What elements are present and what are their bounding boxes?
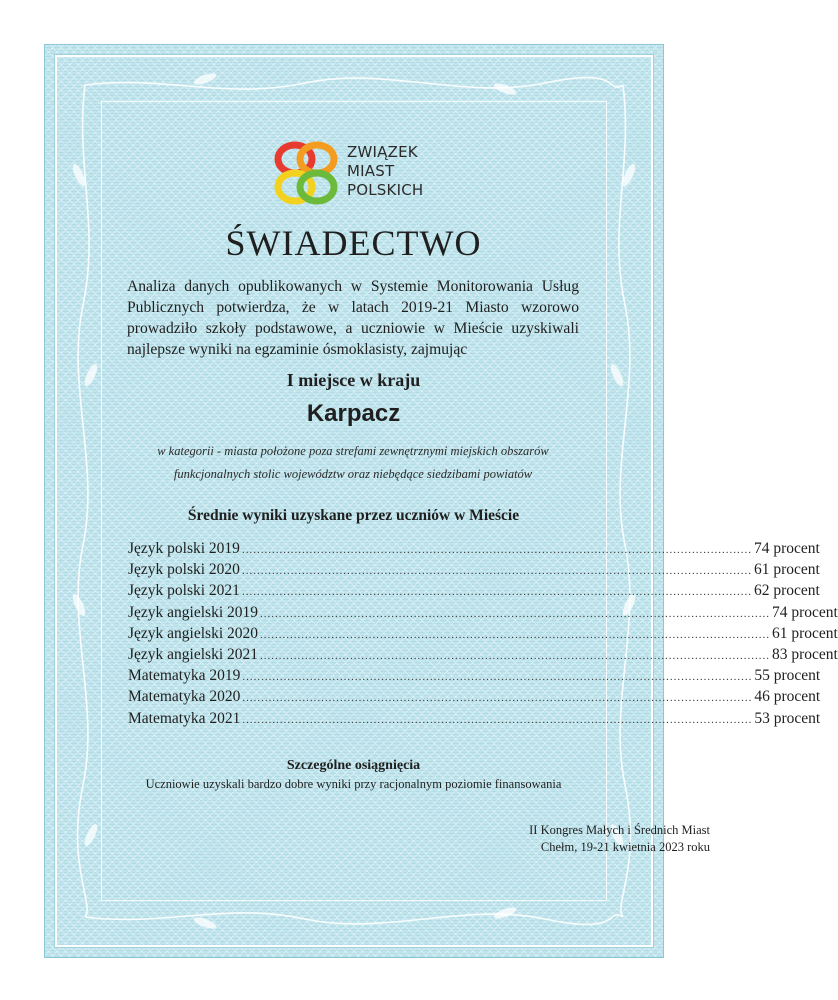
result-row	[128, 580, 820, 601]
dot-leader: ........................................................................................................................................	[260, 628, 771, 641]
logo-line-2: MIAST	[347, 162, 395, 180]
logo-line-1: ZWIĄZEK	[347, 143, 418, 161]
ranking-place: I miejsce w kraju	[286, 370, 421, 390]
result-value: 74 procent	[753, 540, 820, 557]
logo-rings-icon	[271, 139, 341, 209]
logo-text	[347, 143, 423, 200]
logo-line-3: POLSKICH	[347, 181, 424, 199]
result-label: Język polski 2021	[128, 582, 240, 600]
result-label: Język angielski 2021	[128, 645, 259, 663]
result-row	[128, 665, 821, 686]
certificate-title: ŚWIADECTWO	[225, 223, 482, 263]
event-place-date: Chełm, 19-21 kwietnia 2023 roku	[540, 840, 710, 854]
results-heading: Średnie wyniki uzyskane przez uczniów w Mieście	[187, 507, 520, 524]
result-label: Matematyka 2021	[128, 709, 241, 727]
dot-leader: ........................................................................................................................................	[242, 692, 753, 705]
category-line-1: w kategorii - miasta położone poza strefami zewnętrznymi miejskich obszarów	[157, 444, 549, 458]
dot-leader: ........................................................................................................................................	[260, 607, 771, 620]
achievements-text: Uczniowie uzyskali bardzo dobre wyniki przy racjonalnym poziomie finansowania	[145, 777, 562, 791]
result-label: Matematyka 2020	[128, 688, 241, 706]
result-value: 61 procent	[772, 624, 838, 642]
result-label: Język angielski 2020	[128, 624, 259, 642]
dot-leader: ........................................................................................................................................	[241, 565, 752, 578]
result-row	[128, 623, 838, 644]
result-value: 53 procent	[754, 709, 821, 727]
category-description	[127, 440, 579, 486]
result-row	[128, 559, 820, 580]
event-info	[529, 822, 710, 856]
result-row	[128, 538, 820, 559]
result-value: 74 procent	[772, 603, 838, 621]
intro-paragraph: Analiza danych opublikowanych w Systemie Monitorowania Usług Publicznych potwierdza, że w latach 2019-21 Miasto wzorowo prowadziło szkoły podstawowe, a uczniowie w Mieście uzyskiwali najlepsze wyniki na egzaminie ósmoklasisty, zajmując	[127, 278, 579, 358]
achievements-heading: Szczególne osiągnięcia	[286, 758, 421, 773]
dot-leader: ........................................................................................................................................	[260, 649, 771, 662]
dot-leader: ........................................................................................................................................	[241, 586, 752, 599]
result-row	[128, 686, 821, 707]
result-value: 83 procent	[772, 645, 838, 663]
dot-leader: ........................................................................................................................................	[242, 671, 753, 684]
result-value: 62 procent	[753, 582, 820, 600]
logo	[271, 139, 441, 209]
result-value: 61 procent	[753, 561, 820, 579]
result-row	[128, 644, 838, 665]
result-label: Matematyka 2019	[128, 667, 241, 685]
dot-leader: ........................................................................................................................................	[241, 544, 752, 556]
result-label: Język polski 2019	[128, 540, 240, 557]
result-row	[128, 602, 838, 623]
result-value: 46 procent	[754, 688, 821, 706]
result-value: 55 procent	[754, 667, 821, 685]
city-name: Karpacz	[306, 400, 401, 427]
result-label: Język polski 2020	[128, 561, 240, 579]
dot-leader: ........................................................................................................................................	[242, 713, 753, 726]
results-list	[128, 538, 838, 729]
result-label: Język angielski 2019	[128, 603, 259, 621]
result-row	[128, 708, 821, 729]
event-name: II Kongres Małych i Średnich Miast	[529, 823, 710, 837]
category-line-2: funkcjonalnych stolic województw oraz niebędące siedzibami powiatów	[173, 467, 533, 481]
